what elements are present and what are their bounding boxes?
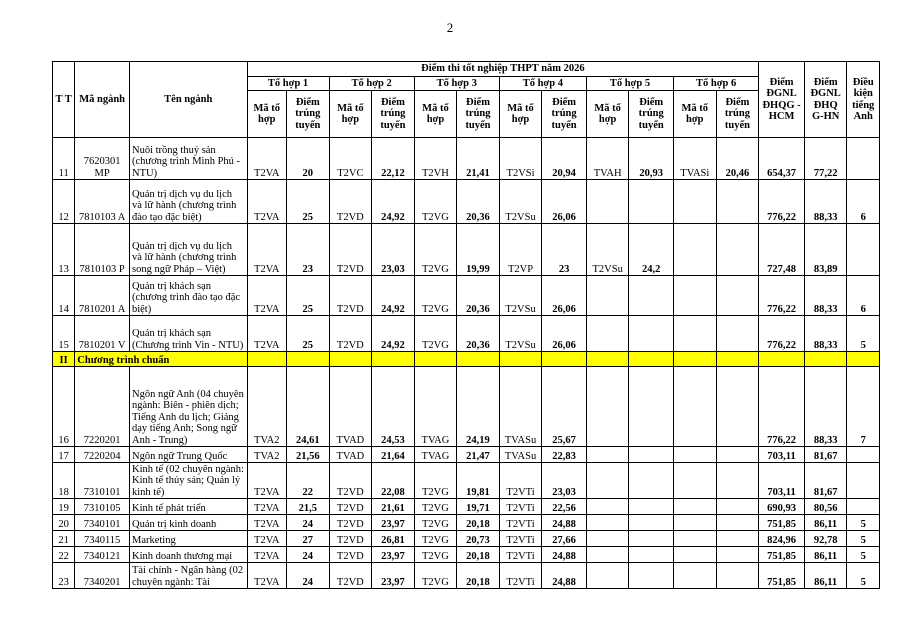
dgnl-hn-score: 86,11	[804, 515, 847, 531]
combo-code: TVAG	[414, 367, 457, 447]
combo-score	[716, 531, 759, 547]
english-requirement: 7	[847, 367, 880, 447]
admission-score-table	[52, 61, 880, 589]
combo-score	[629, 515, 674, 531]
combo-score: 21,5	[287, 499, 330, 515]
combo-score: 24,19	[457, 367, 500, 447]
table-row	[53, 563, 880, 589]
table-row	[53, 447, 880, 463]
combo-code: T2VA	[247, 499, 287, 515]
combo-score: 24,88	[542, 547, 587, 563]
combo-code	[674, 316, 717, 352]
combo-code	[674, 180, 717, 224]
header-combo-code: Mã tổ hợp	[414, 91, 457, 138]
program-code: 7810103 P	[75, 224, 130, 276]
combo-code	[586, 276, 629, 316]
combo-code	[586, 531, 629, 547]
combo-code	[674, 563, 717, 589]
combo-code: T2VG	[414, 499, 457, 515]
combo-code: T2VTi	[499, 531, 542, 547]
combo-score: 24,53	[372, 367, 415, 447]
combo-code	[586, 316, 629, 352]
combo-code: T2VTi	[499, 547, 542, 563]
dgnl-hn-score: 88,33	[804, 180, 847, 224]
header-combo-score: Điểm trúng tuyển	[457, 91, 500, 138]
combo-score	[716, 515, 759, 531]
combo-score	[629, 316, 674, 352]
program-code: 7620301 MP	[75, 138, 130, 180]
combo-score: 21,64	[372, 447, 415, 463]
combo-code: T2VA	[247, 531, 287, 547]
combo-code: T2VD	[329, 515, 372, 531]
program-name: Tài chính - Ngân hàng (02 chuyên ngành: Tài	[129, 563, 247, 589]
combo-score	[629, 367, 674, 447]
combo-code: TVAG	[414, 447, 457, 463]
header-combo-2: Tổ hợp 2	[329, 77, 414, 91]
row-index: 23	[53, 563, 75, 589]
combo-score: 20,93	[629, 138, 674, 180]
combo-code: T2VTi	[499, 463, 542, 499]
dgnl-hcm-score: 751,85	[759, 563, 805, 589]
combo-code: T2VG	[414, 531, 457, 547]
english-requirement: 5	[847, 531, 880, 547]
combo-code: TVASu	[499, 447, 542, 463]
row-index: 22	[53, 547, 75, 563]
table-row	[53, 180, 880, 224]
row-index: 17	[53, 447, 75, 463]
combo-code: T2VD	[329, 180, 372, 224]
combo-score: 24,92	[372, 276, 415, 316]
program-name: Quản trị dịch vụ du lịch và lữ hành (chương trình đào tạo đặc biệt)	[129, 180, 247, 224]
combo-code: TVA2	[247, 447, 287, 463]
combo-score	[716, 276, 759, 316]
program-code: 7810201 A	[75, 276, 130, 316]
combo-code: T2VG	[414, 563, 457, 589]
table-row	[53, 531, 880, 547]
combo-code	[674, 515, 717, 531]
combo-score	[629, 447, 674, 463]
combo-score: 27,66	[542, 531, 587, 547]
program-name: Kinh doanh thương mại	[129, 547, 247, 563]
combo-score: 23,97	[372, 547, 415, 563]
combo-code: T2VSu	[586, 224, 629, 276]
combo-code: T2VD	[329, 547, 372, 563]
header-combo-4: Tổ hợp 4	[499, 77, 586, 91]
combo-code: T2VSi	[499, 138, 542, 180]
dgnl-hn-score: 80,56	[804, 499, 847, 515]
english-requirement: 5	[847, 316, 880, 352]
table-body-special	[53, 138, 880, 352]
combo-score	[629, 547, 674, 563]
header-combo-code: Mã tổ hợp	[586, 91, 629, 138]
header-dieu-kien: Điều kiện tiếng Anh	[847, 62, 880, 138]
table-row	[53, 547, 880, 563]
combo-code: TVASi	[674, 138, 717, 180]
program-code: 7220204	[75, 447, 130, 463]
combo-score: 20,36	[457, 180, 500, 224]
combo-code: T2VSu	[499, 180, 542, 224]
table-row	[53, 367, 880, 447]
program-name: Quản trị kinh doanh	[129, 515, 247, 531]
combo-code: T2VD	[329, 276, 372, 316]
combo-score: 24	[287, 547, 330, 563]
dgnl-hcm-score: 751,85	[759, 547, 805, 563]
program-name: Quản trị khách sạn (Chương trình Vin - NTU)	[129, 316, 247, 352]
table-row	[53, 276, 880, 316]
combo-score: 24,61	[287, 367, 330, 447]
combo-score: 19,99	[457, 224, 500, 276]
combo-score: 19,71	[457, 499, 500, 515]
combo-code: T2VD	[329, 499, 372, 515]
table-body-standard	[53, 367, 880, 589]
combo-code: T2VC	[329, 138, 372, 180]
header-dgnl-hcm: Điểm ĐGNL ĐHQG -HCM	[759, 62, 805, 138]
combo-score: 24,2	[629, 224, 674, 276]
combo-score	[629, 276, 674, 316]
section-row	[53, 352, 880, 367]
header-ma-nganh: Mã ngành	[75, 62, 130, 138]
combo-code: T2VA	[247, 463, 287, 499]
english-requirement	[847, 463, 880, 499]
dgnl-hcm-score: 703,11	[759, 463, 805, 499]
combo-code: TVAD	[329, 447, 372, 463]
page-number: 2	[446, 20, 454, 35]
combo-score: 22	[287, 463, 330, 499]
dgnl-hcm-score: 776,22	[759, 316, 805, 352]
row-index: 12	[53, 180, 75, 224]
combo-score: 26,06	[542, 276, 587, 316]
combo-score	[716, 224, 759, 276]
combo-code: T2VA	[247, 180, 287, 224]
combo-code	[586, 367, 629, 447]
program-name: Ngôn ngữ Trung Quốc	[129, 447, 247, 463]
english-requirement	[847, 447, 880, 463]
combo-score	[716, 563, 759, 589]
combo-score: 22,12	[372, 138, 415, 180]
combo-score	[716, 547, 759, 563]
combo-score	[716, 367, 759, 447]
combo-score: 24,92	[372, 316, 415, 352]
combo-score	[716, 180, 759, 224]
header-combo-score: Điểm trúng tuyển	[629, 91, 674, 138]
dgnl-hn-score: 86,11	[804, 563, 847, 589]
dgnl-hn-score: 77,22	[804, 138, 847, 180]
combo-score: 24,88	[542, 515, 587, 531]
combo-code	[674, 547, 717, 563]
combo-score	[629, 499, 674, 515]
row-index: 13	[53, 224, 75, 276]
combo-code	[586, 499, 629, 515]
combo-code: T2VH	[414, 138, 457, 180]
combo-code: T2VSu	[499, 316, 542, 352]
combo-code	[674, 224, 717, 276]
dgnl-hn-score: 81,67	[804, 463, 847, 499]
combo-score: 20	[287, 138, 330, 180]
combo-score: 24,92	[372, 180, 415, 224]
row-index: 18	[53, 463, 75, 499]
program-code: 7810201 V	[75, 316, 130, 352]
row-index: 11	[53, 138, 75, 180]
table-row	[53, 138, 880, 180]
combo-score: 20,36	[457, 276, 500, 316]
combo-score: 23,97	[372, 515, 415, 531]
combo-score: 24	[287, 563, 330, 589]
combo-score: 20,46	[716, 138, 759, 180]
combo-score: 21,41	[457, 138, 500, 180]
combo-code: T2VTi	[499, 563, 542, 589]
combo-code: T2VD	[329, 463, 372, 499]
combo-code: T2VG	[414, 276, 457, 316]
dgnl-hcm-score: 703,11	[759, 447, 805, 463]
combo-score: 23	[287, 224, 330, 276]
combo-score: 20,18	[457, 515, 500, 531]
dgnl-hcm-score: 776,22	[759, 276, 805, 316]
combo-code: T2VA	[247, 547, 287, 563]
combo-code	[674, 499, 717, 515]
program-name: Quản trị dịch vụ du lịch và lữ hành (chương trình song ngữ Pháp – Việt)	[129, 224, 247, 276]
table-row	[53, 499, 880, 515]
combo-code	[586, 547, 629, 563]
combo-code: T2VA	[247, 316, 287, 352]
combo-score: 25	[287, 316, 330, 352]
combo-code	[586, 447, 629, 463]
table-row	[53, 224, 880, 276]
combo-score: 24	[287, 515, 330, 531]
combo-code: T2VG	[414, 180, 457, 224]
header-exam-group: Điểm thi tốt nghiệp THPT năm 2026	[247, 62, 759, 77]
combo-score: 23,03	[542, 463, 587, 499]
combo-score: 22,83	[542, 447, 587, 463]
dgnl-hn-score: 88,33	[804, 367, 847, 447]
dgnl-hcm-score: 727,48	[759, 224, 805, 276]
combo-score	[716, 463, 759, 499]
combo-score	[629, 180, 674, 224]
english-requirement: 5	[847, 547, 880, 563]
combo-code: T2VG	[414, 224, 457, 276]
combo-score: 25	[287, 276, 330, 316]
dgnl-hcm-score: 751,85	[759, 515, 805, 531]
combo-score: 26,06	[542, 180, 587, 224]
combo-score: 25,67	[542, 367, 587, 447]
combo-score: 23	[542, 224, 587, 276]
combo-score: 27	[287, 531, 330, 547]
row-index: 14	[53, 276, 75, 316]
header-combo-1: Tổ hợp 1	[247, 77, 329, 91]
dgnl-hn-score: 81,67	[804, 447, 847, 463]
english-requirement: 5	[847, 563, 880, 589]
section-number: II	[53, 352, 75, 367]
dgnl-hn-score: 83,89	[804, 224, 847, 276]
program-code: 7340201	[75, 563, 130, 589]
combo-score: 26,81	[372, 531, 415, 547]
header-dgnl-hn: Điểm ĐGNL ĐHQ G-HN	[804, 62, 847, 138]
combo-score: 20,73	[457, 531, 500, 547]
combo-code: T2VTi	[499, 515, 542, 531]
combo-code	[674, 276, 717, 316]
combo-code: T2VG	[414, 547, 457, 563]
row-index: 20	[53, 515, 75, 531]
combo-score: 23,97	[372, 563, 415, 589]
english-requirement	[847, 224, 880, 276]
combo-score: 20,36	[457, 316, 500, 352]
dgnl-hn-score: 88,33	[804, 316, 847, 352]
row-index: 19	[53, 499, 75, 515]
program-code: 7340121	[75, 547, 130, 563]
combo-code: T2VG	[414, 515, 457, 531]
combo-code: T2VA	[247, 515, 287, 531]
combo-code: T2VD	[329, 531, 372, 547]
combo-score: 21,56	[287, 447, 330, 463]
combo-score	[716, 447, 759, 463]
program-name: Nuôi trồng thuỷ sản (chương trình Minh Phú - NTU)	[129, 138, 247, 180]
combo-score: 25	[287, 180, 330, 224]
dgnl-hn-score: 92,78	[804, 531, 847, 547]
dgnl-hn-score: 86,11	[804, 547, 847, 563]
combo-score: 26,06	[542, 316, 587, 352]
english-requirement: 5	[847, 515, 880, 531]
program-code: 7220201	[75, 367, 130, 447]
row-index: 21	[53, 531, 75, 547]
combo-code: T2VA	[247, 276, 287, 316]
combo-code: T2VD	[329, 224, 372, 276]
combo-score: 22,08	[372, 463, 415, 499]
combo-code	[674, 531, 717, 547]
combo-score	[629, 531, 674, 547]
header-combo-code: Mã tổ hợp	[674, 91, 717, 138]
header-combo-code: Mã tổ hợp	[329, 91, 372, 138]
program-name: Ngôn ngữ Anh (04 chuyên ngành: Biên - phiên dịch; Tiếng Anh du lịch; Giảng dạy tiếng Anh; Song ngữ Anh - Trung)	[129, 367, 247, 447]
combo-score	[716, 316, 759, 352]
combo-score: 20,94	[542, 138, 587, 180]
combo-code: T2VG	[414, 316, 457, 352]
header-combo-score: Điểm trúng tuyển	[542, 91, 587, 138]
header-combo-code: Mã tổ hợp	[499, 91, 542, 138]
combo-code: T2VG	[414, 463, 457, 499]
dgnl-hcm-score: 776,22	[759, 367, 805, 447]
combo-code: T2VD	[329, 316, 372, 352]
combo-code: T2VSu	[499, 276, 542, 316]
combo-code: T2VTi	[499, 499, 542, 515]
program-code: 7310101	[75, 463, 130, 499]
combo-score: 19,81	[457, 463, 500, 499]
combo-score: 21,47	[457, 447, 500, 463]
header-combo-code: Mã tổ hợp	[247, 91, 287, 138]
combo-code	[586, 463, 629, 499]
combo-code: T2VA	[247, 138, 287, 180]
combo-score: 23,03	[372, 224, 415, 276]
table-row	[53, 515, 880, 531]
combo-code	[674, 447, 717, 463]
combo-score: 20,18	[457, 563, 500, 589]
dgnl-hcm-score: 824,96	[759, 531, 805, 547]
english-requirement: 6	[847, 276, 880, 316]
program-name: Kinh tế (02 chuyên ngành: Kinh tế thủy sản; Quản lý kinh tế)	[129, 463, 247, 499]
dgnl-hcm-score: 654,37	[759, 138, 805, 180]
combo-code	[674, 367, 717, 447]
header-combo-score: Điểm trúng tuyển	[287, 91, 330, 138]
combo-code: TVASu	[499, 367, 542, 447]
program-code: 7340101	[75, 515, 130, 531]
table-row	[53, 463, 880, 499]
combo-code	[586, 515, 629, 531]
english-requirement	[847, 499, 880, 515]
dgnl-hcm-score: 690,93	[759, 499, 805, 515]
combo-score	[629, 563, 674, 589]
combo-code	[586, 180, 629, 224]
header-combo-3: Tổ hợp 3	[414, 77, 499, 91]
table-row	[53, 316, 880, 352]
combo-code	[674, 463, 717, 499]
combo-score: 20,18	[457, 547, 500, 563]
combo-score: 24,88	[542, 563, 587, 589]
header-tt: T T	[53, 62, 75, 138]
program-code: 7810103 A	[75, 180, 130, 224]
program-code: 7340115	[75, 531, 130, 547]
combo-code	[586, 563, 629, 589]
combo-code: TVAD	[329, 367, 372, 447]
combo-code: T2VP	[499, 224, 542, 276]
header-combo-score: Điểm trúng tuyển	[372, 91, 415, 138]
program-code: 7310105	[75, 499, 130, 515]
header-combo-score: Điểm trúng tuyển	[716, 91, 759, 138]
combo-code: TVA2	[247, 367, 287, 447]
english-requirement: 6	[847, 180, 880, 224]
combo-code: TVAH	[586, 138, 629, 180]
combo-score: 22,56	[542, 499, 587, 515]
combo-score: 21,61	[372, 499, 415, 515]
header-combo-5: Tổ hợp 5	[586, 77, 673, 91]
section-label: Chương trình chuẩn	[75, 352, 247, 367]
combo-code: T2VA	[247, 224, 287, 276]
combo-score	[629, 463, 674, 499]
program-name: Quản trị khách sạn (chương trình đào tạo đặc biệt)	[129, 276, 247, 316]
row-index: 16	[53, 367, 75, 447]
dgnl-hn-score: 88,33	[804, 276, 847, 316]
program-name: Kinh tế phát triển	[129, 499, 247, 515]
combo-code: T2VD	[329, 563, 372, 589]
combo-code: T2VA	[247, 563, 287, 589]
header-combo-6: Tổ hợp 6	[674, 77, 759, 91]
row-index: 15	[53, 316, 75, 352]
header-ten-nganh: Tên ngành	[129, 62, 247, 138]
program-name: Marketing	[129, 531, 247, 547]
combo-score	[716, 499, 759, 515]
dgnl-hcm-score: 776,22	[759, 180, 805, 224]
english-requirement	[847, 138, 880, 180]
